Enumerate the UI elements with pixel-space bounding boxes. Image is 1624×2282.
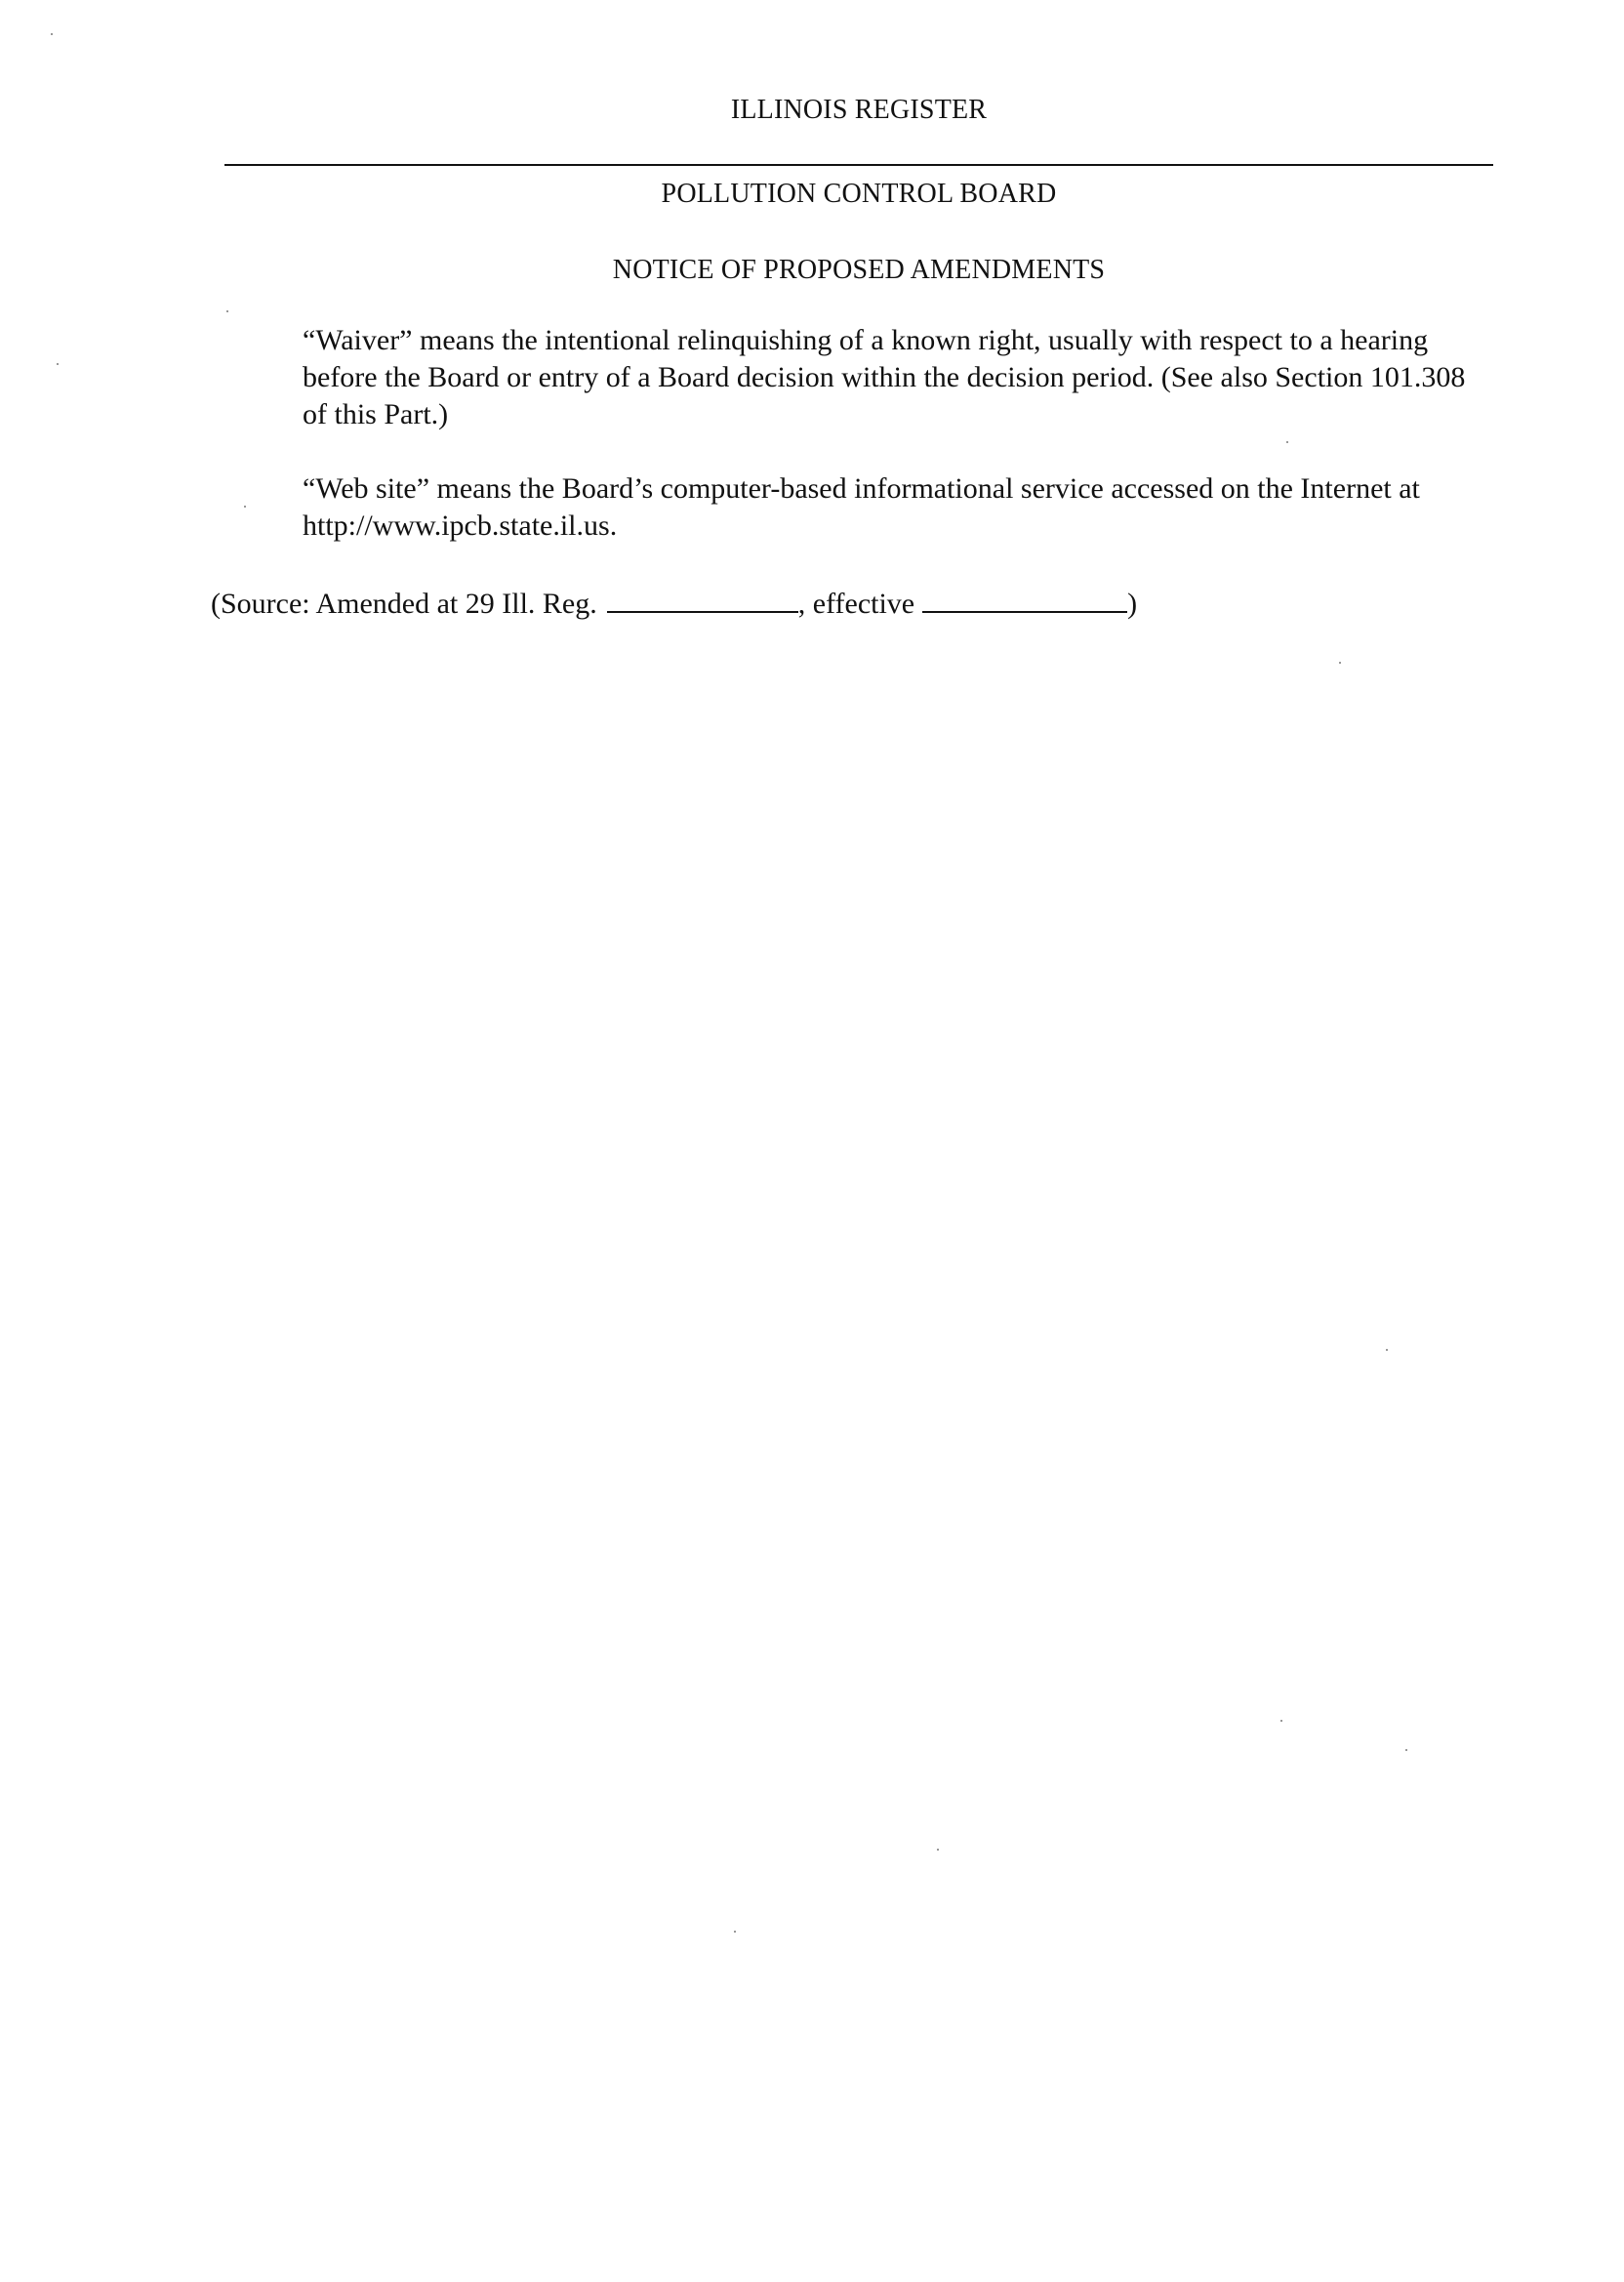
scan-speck [1286, 441, 1288, 443]
source-middle: , effective [797, 588, 915, 620]
source-note [211, 586, 1137, 623]
scan-speck [734, 1931, 736, 1933]
definition-web-site: “Web site” means the Board’s computer-based informational service accessed on the Internet at http://www.ipcb.state.il.us. [303, 472, 1420, 542]
scan-speck [937, 1849, 939, 1851]
agency-title: POLLUTION CONTROL BOARD [661, 179, 1057, 209]
register-title: ILLINOIS REGISTER [730, 95, 988, 125]
scan-speck [1386, 1349, 1388, 1351]
definition-waiver: “Waiver” means the intentional relinquishing of a known right, usually with respect to a hearing before the Board or entry of a Board decision within the decision period. (See also Section 101.308 of this Part.) [303, 324, 1466, 430]
source-prefix: (Source: Amended at 29 Ill. Reg. [211, 588, 597, 620]
scan-speck [1339, 662, 1341, 664]
register-blank-line [607, 586, 798, 613]
scan-speck [1405, 1749, 1407, 1751]
scan-speck [57, 363, 59, 365]
scan-speck [244, 506, 246, 508]
notice-title: NOTICE OF PROPOSED AMENDMENTS [612, 255, 1106, 285]
effective-blank-line [922, 586, 1127, 613]
scan-speck [1280, 1720, 1282, 1722]
source-suffix: ) [1127, 588, 1138, 620]
scan-speck [51, 33, 53, 35]
scan-speck [226, 310, 228, 312]
header-rule [224, 164, 1493, 166]
